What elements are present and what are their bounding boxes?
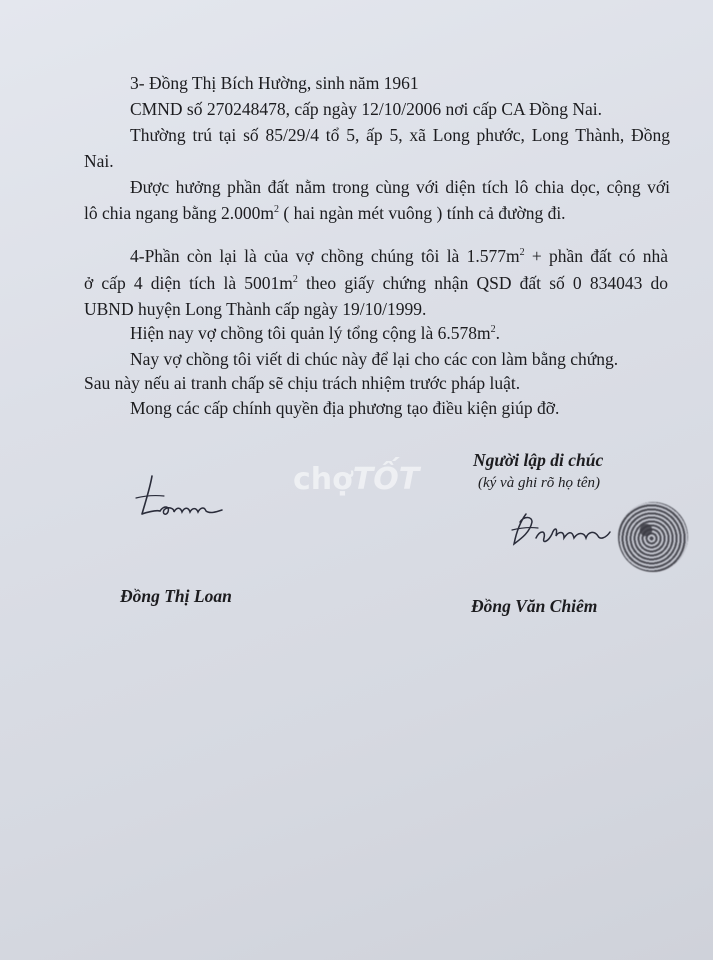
will-statement-line-2: Sau này nếu ai tranh chấp sẽ chịu trách nhiệm trước pháp luật. [84,373,521,393]
right-handwritten-signature [508,508,618,553]
residence-line-2: Nai. [84,151,114,171]
section-4-line-3: UBND huyện Long Thành cấp ngày 19/10/1999. [84,299,427,319]
right-signer-name: Đồng Văn Chiêm [471,596,598,616]
left-handwritten-signature [130,470,230,525]
section-3-heading: 3- Đồng Thị Bích Hường, sinh năm 1961 [130,73,419,93]
total-area-line: Hiện nay vợ chồng tôi quản lý tổng cộng là $6.578m^2$. [130,323,501,343]
id-card-line: CMND số 270248478, cấp ngày 12/10/2006 nơi cấp CA Đồng Nai. [130,99,602,119]
residence-line-1: Thường trú tại số 85/29/4 tổ 5, ấp 5, xã Long phước, Long Thành, Đồng [130,125,670,145]
chotot-watermark: chợTỐT [293,462,420,497]
inheritance-line-1: Được hưởng phần đất nằm trong cùng với diện tích lô chia dọc, cộng với [130,177,670,197]
section-4-line-1: 4-Phần còn lại là của vợ chồng chúng tôi là $1.577m^2$ + phần đất có nhà [130,246,668,266]
request-line: Mong các cấp chính quyền địa phương tạo điều kiện giúp đỡ. [130,398,560,418]
will-maker-title: Người lập di chúc [473,450,604,470]
fingerprint-mark [618,502,688,572]
section-4-line-2: ở cấp 4 diện tích là $5001m^2$ theo giấy chứng nhận QSD đất số 0 834043 do [84,273,668,293]
will-maker-note: (ký và ghi rõ họ tên) [478,475,601,491]
will-statement-line-1: Nay vợ chồng tôi viết di chúc này để lại cho các con làm bằng chứng. [130,349,619,369]
left-signer-name: Đồng Thị Loan [120,586,232,606]
inheritance-line-2: lô chia ngang bằng $2.000m^2$ ( hai ngàn mét vuông ) tính cả đường đi. [84,203,566,223]
